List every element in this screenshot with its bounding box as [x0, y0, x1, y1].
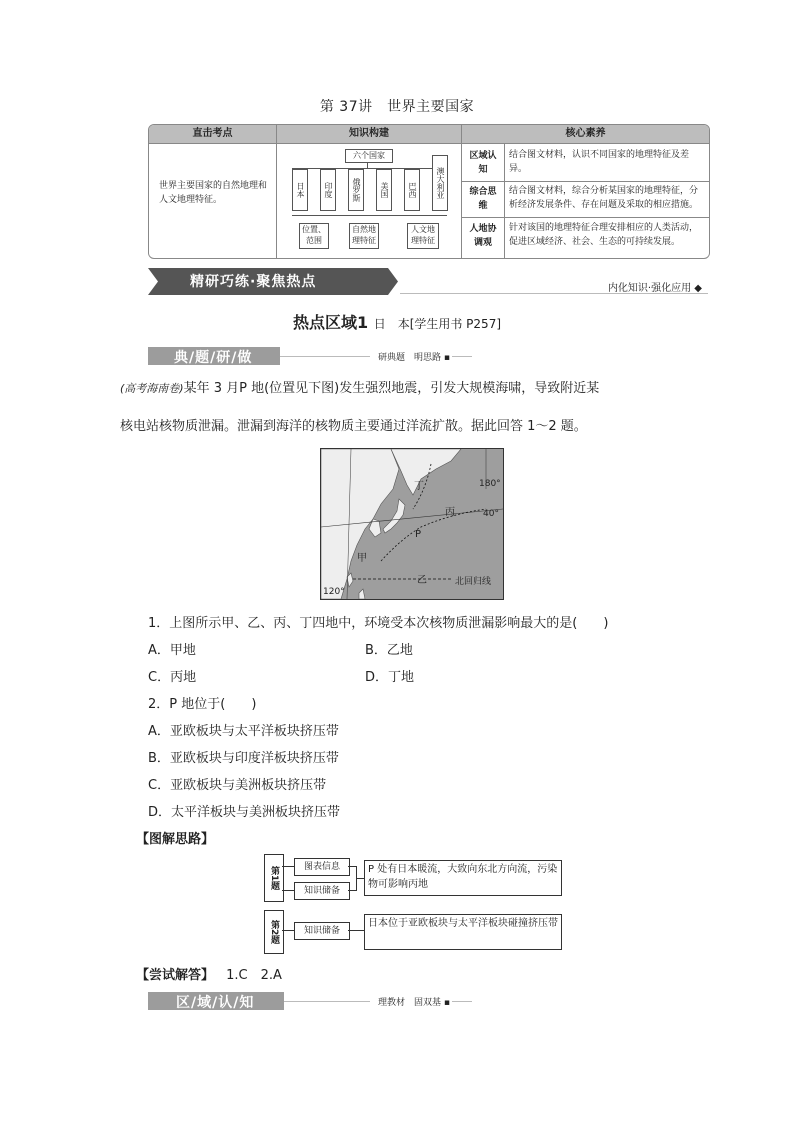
q1-option-c: C．丙地 — [148, 670, 197, 685]
header-kaodian: 直击考点 — [149, 125, 276, 143]
leaf-location: 位置、范围 — [299, 223, 329, 249]
map-label-yi: 乙 — [417, 575, 427, 586]
tujie-label: 【图解思路】 — [136, 832, 215, 847]
leaf-human: 人文地理特征 — [407, 223, 439, 249]
flow-q2-answer: 日本位于亚欧板块与太平洋板块碰撞挤压带 — [364, 914, 562, 950]
header-zhishi: 知识构建 — [277, 125, 461, 143]
map-label-120: 120° — [323, 587, 345, 597]
map-figure — [320, 448, 504, 600]
country-usa: 美国 — [376, 169, 392, 211]
flow-q1-label: 第1题 — [264, 854, 284, 902]
section1-label: 典/题/研/做 — [174, 350, 253, 366]
intro-source: (高考海南卷) — [120, 382, 184, 395]
q2-option-c: C．亚欧板块与美洲板块挤压带 — [148, 778, 327, 793]
country-japan: 日本 — [292, 169, 308, 211]
country-brazil: 巴西 — [404, 169, 420, 211]
section2-label: 区/域/认/知 — [176, 995, 255, 1011]
flow-q1-box-a: 图表信息 — [294, 858, 350, 876]
leaf-natural: 自然地理特征 — [349, 223, 379, 249]
section1-right: 研典题 明思路 ▪ — [378, 353, 450, 363]
suyang-label-3: 人地协调观 — [469, 224, 497, 248]
answer-value: 1.C 2.A — [226, 968, 282, 983]
flow-q2-box-a: 知识储备 — [294, 922, 350, 940]
map-label-bing: 丙 — [445, 507, 455, 518]
intro-line2: 核电站核物质泄漏。泄漏到海洋的核物质主要通过洋流扩散。据此回答 1～2 题。 — [120, 419, 587, 434]
answer-line — [136, 964, 282, 983]
map-label-p: P — [415, 529, 422, 540]
question-2: 2．P 地位于( ) — [148, 697, 257, 712]
banner-right-text: 内化知识·强化应用 ◆ — [607, 283, 702, 294]
flow-q1-answer: P 处有日本暖流，大致向东北方向流，污染物可影响丙地 — [364, 860, 562, 896]
suyang-text-3: 针对该国的地理特征合理安排相应的人类活动，促进区域经济、社会、生态的可持续发展。 — [509, 223, 699, 247]
suyang-label-2: 综合思维 — [469, 187, 497, 211]
banner-text: 精研巧练·聚焦热点 — [190, 274, 317, 290]
hot-title: 热点区域1 — [292, 313, 369, 332]
summary-table — [148, 124, 710, 259]
kaodian-text: 世界主要国家的自然地理和人文地理特征。 — [159, 181, 268, 205]
q2-option-a: A．亚欧板块与太平洋板块挤压带 — [148, 724, 339, 739]
q2-option-b: B．亚欧板块与印度洋板块挤压带 — [148, 751, 339, 766]
question-1: 1．上图所示甲、乙、丙、丁四地中，环境受本次核物质泄漏影响最大的是( ) — [148, 616, 609, 631]
intro-paragraph — [120, 370, 700, 446]
country-india: 印度 — [320, 169, 336, 211]
flow-q1-box-b: 知识储备 — [294, 882, 350, 900]
suyang-label-1: 区域认知 — [469, 151, 497, 175]
map-label-40: 40° — [483, 509, 499, 519]
section2-right: 理教材 固双基 ▪ — [378, 998, 450, 1008]
country-australia: 澳大利亚 — [432, 155, 448, 211]
page-title: 第 37讲 世界主要国家 — [319, 99, 475, 115]
map-label-jia: 甲 — [357, 553, 367, 564]
country-russia: 俄罗斯 — [348, 169, 364, 211]
q1-option-d: D．丁地 — [365, 670, 415, 685]
map-label-180: 180° — [479, 479, 501, 489]
suyang-text-2: 结合图文材料，综合分析某国家的地理特征，分析经济发展条件、存在问题及采取的相应措施。 — [509, 186, 699, 210]
suyang-text-1: 结合图文材料，认识不同国家的地理特征及差异。 — [509, 150, 690, 174]
q1-option-a: A．甲地 — [148, 643, 196, 658]
q1-option-b: B．乙地 — [365, 643, 413, 658]
flow-q2-label: 第2题 — [264, 910, 284, 954]
header-suyang: 核心素养 — [462, 125, 709, 143]
tree-root: 六个国家 — [345, 149, 393, 163]
q2-option-d: D．太平洋板块与美洲板块挤压带 — [148, 805, 341, 820]
hot-subtitle: 日 本[学生用书 P257] — [373, 317, 502, 331]
intro-line1: 某年 3 月P 地(位置见下图)发生强烈地震，引发大规模海啸，导致附近某 — [183, 381, 600, 396]
map-label-ding: 丁 — [414, 481, 424, 492]
hot-area-title — [0, 310, 794, 333]
map-label-tropic: 北回归线 — [455, 577, 492, 587]
answer-label: 【尝试解答】 — [136, 968, 215, 983]
